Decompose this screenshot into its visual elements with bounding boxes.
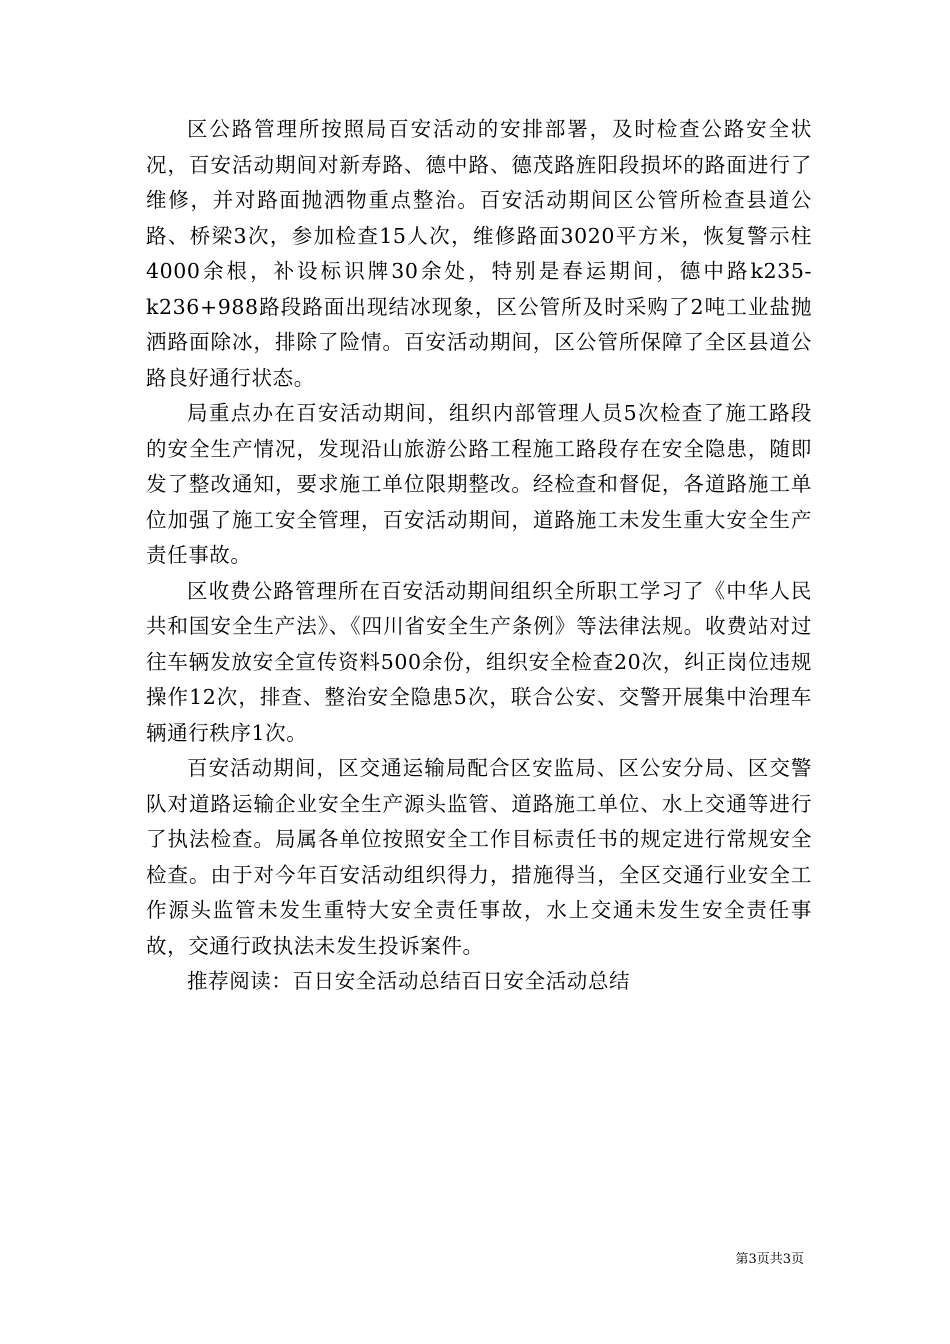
- paragraph-transport-bureau: 百安活动期间，区交通运输局配合区安监局、区公安分局、区交警队对道路运输企业安全生产源头监管、道路施工单位、水上交通等进行了执法检查。局属各单位按照安全工作目标责任书的规定进行常规安全检查。由于对今年百安活动组织得力，措施得当，全区交通行业安全工作源头监管未发生重特大安全责任事故，水上交通未发生安全责任事故，交通行政执法未发生投诉案件。: [146, 756, 812, 958]
- recommended-reading: 推荐阅读：百日安全活动总结百日安全活动总结: [187, 969, 631, 993]
- paragraph-key-office: 局重点办在百安活动期间，组织内部管理人员5次检查了施工路段的安全生产情况，发现沿山旅游公路工程施工路段存在安全隐患，随即发了整改通知，要求施工单位限期整改。经检查和督促，各道路施工单位加强了施工安全管理，百安活动期间，道路施工未发生重大安全生产责任事故。: [146, 401, 812, 567]
- page-number-footer: 第3页共3页: [735, 1252, 804, 1267]
- paragraph-toll-road: 区收费公路管理所在百安活动期间组织全所职工学习了《中华人民共和国安全生产法》、《四川省安全生产条例》等法律法规。收费站对过往车辆发放安全宣传资料500余份，组织安全检查20次，纠正岗位违规操作12次，排查、整治安全隐患5次，联合公安、交警开展集中治理车辆通行秩序1次。: [146, 578, 812, 745]
- document-body: [146, 112, 812, 1000]
- paragraph-road-management: 区公路管理所按照局百安活动的安排部署，及时检查公路安全状况，百安活动期间对新寿路、德中路、德茂路旌阳段损坏的路面进行了维修，并对路面抛洒物重点整治。百安活动期间区公管所检查县道公路、桥梁3次，参加检查15人次，维修路面3020平方米，恢复警示柱4000余根，补设标识牌30余处，特别是春运期间，德中路k235-k236+988路段路面出现结冰现象，区公管所及时采购了2吨工业盐抛洒路面除冰，排除了险情。百安活动期间，区公管所保障了全区县道公路良好通行状态。: [146, 117, 812, 390]
